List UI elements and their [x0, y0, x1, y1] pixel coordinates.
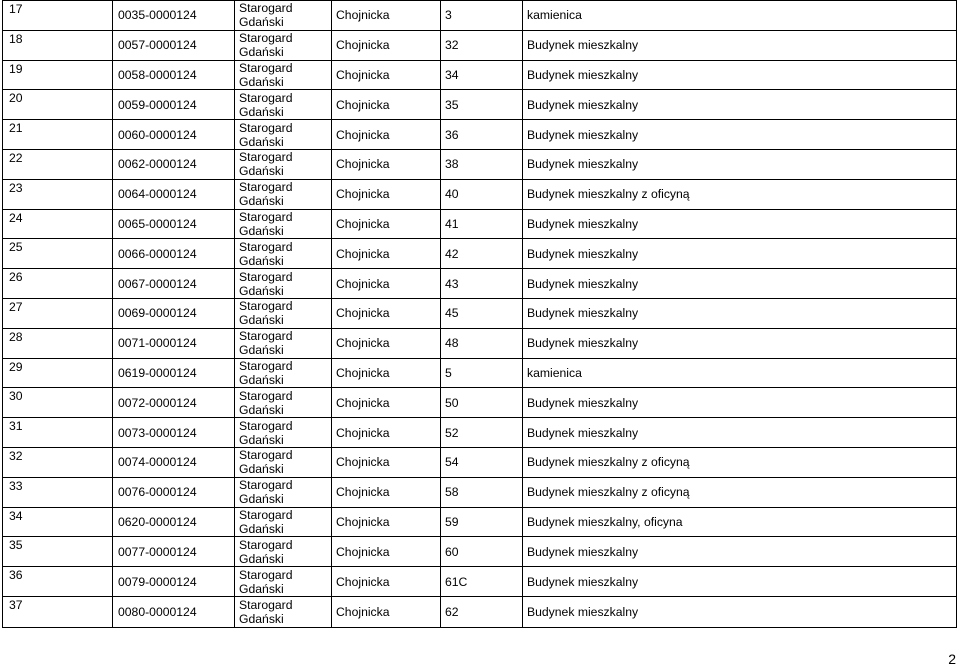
table-row	[3, 447, 957, 477]
table-row	[3, 388, 957, 418]
street-name: Chojnicka	[332, 388, 441, 418]
row-number: 32	[3, 447, 113, 477]
city-line-2: Gdański	[239, 372, 284, 387]
register-code: 0074-0000124	[113, 447, 235, 477]
register-code: 0060-0000124	[113, 120, 235, 150]
house-number: 32	[441, 30, 523, 60]
city-line-1: Starogard	[239, 60, 293, 75]
building-type: Budynek mieszkalny	[523, 596, 957, 627]
table-row	[3, 358, 957, 388]
table-row	[3, 418, 957, 448]
table-row	[3, 179, 957, 209]
house-number: 48	[441, 328, 523, 358]
city-cell	[235, 60, 332, 90]
row-number: 22	[3, 149, 113, 179]
street-name: Chojnicka	[332, 269, 441, 299]
city-line-2: Gdański	[239, 253, 284, 268]
city-line-2: Gdański	[239, 45, 284, 60]
city-cell	[235, 537, 332, 567]
city-line-1: Starogard	[239, 269, 293, 284]
table-row	[3, 239, 957, 269]
house-number: 59	[441, 507, 523, 537]
row-number: 20	[3, 90, 113, 120]
building-type: Budynek mieszkalny	[523, 60, 957, 90]
city-line-2: Gdański	[239, 194, 284, 209]
house-number: 34	[441, 60, 523, 90]
table-row	[3, 567, 957, 597]
city-cell	[235, 209, 332, 239]
row-number: 33	[3, 477, 113, 507]
city-line-2: Gdański	[239, 492, 284, 507]
row-number: 30	[3, 388, 113, 418]
city-line-1: Starogard	[239, 448, 293, 463]
row-number: 19	[3, 60, 113, 90]
city-line-1: Starogard	[239, 507, 293, 522]
city-line-1: Starogard	[239, 418, 293, 433]
table-row	[3, 507, 957, 537]
building-type: Budynek mieszkalny	[523, 239, 957, 269]
building-type: Budynek mieszkalny	[523, 567, 957, 597]
house-number: 5	[441, 358, 523, 388]
register-table	[2, 0, 957, 628]
city-line-1: Starogard	[239, 329, 293, 344]
city-cell	[235, 1, 332, 31]
house-number: 50	[441, 388, 523, 418]
house-number: 41	[441, 209, 523, 239]
house-number: 43	[441, 269, 523, 299]
house-number: 38	[441, 149, 523, 179]
page-number: 2	[948, 651, 956, 667]
street-name: Chojnicka	[332, 209, 441, 239]
table-row	[3, 537, 957, 567]
city-line-2: Gdański	[239, 432, 284, 447]
city-line-2: Gdański	[239, 611, 284, 626]
house-number: 36	[441, 120, 523, 150]
city-cell	[235, 269, 332, 299]
row-number: 24	[3, 209, 113, 239]
city-line-2: Gdański	[239, 164, 284, 179]
city-cell	[235, 239, 332, 269]
register-code: 0076-0000124	[113, 477, 235, 507]
register-code: 0620-0000124	[113, 507, 235, 537]
building-type: Budynek mieszkalny	[523, 328, 957, 358]
register-code: 0062-0000124	[113, 149, 235, 179]
street-name: Chojnicka	[332, 447, 441, 477]
table-row	[3, 1, 957, 31]
house-number: 40	[441, 179, 523, 209]
house-number: 61C	[441, 567, 523, 597]
city-cell	[235, 90, 332, 120]
city-line-2: Gdański	[239, 551, 284, 566]
city-line-1: Starogard	[239, 478, 293, 493]
city-cell	[235, 507, 332, 537]
register-code: 0058-0000124	[113, 60, 235, 90]
city-cell	[235, 179, 332, 209]
table-row	[3, 120, 957, 150]
city-cell	[235, 120, 332, 150]
city-line-2: Gdański	[239, 283, 284, 298]
building-type: Budynek mieszkalny	[523, 209, 957, 239]
register-code: 0059-0000124	[113, 90, 235, 120]
building-type: Budynek mieszkalny	[523, 418, 957, 448]
city-line-2: Gdański	[239, 521, 284, 536]
row-number: 35	[3, 537, 113, 567]
house-number: 52	[441, 418, 523, 448]
city-line-2: Gdański	[239, 223, 284, 238]
street-name: Chojnicka	[332, 179, 441, 209]
street-name: Chojnicka	[332, 537, 441, 567]
table-row	[3, 477, 957, 507]
city-line-1: Starogard	[239, 239, 293, 254]
table-row	[3, 298, 957, 328]
house-number: 62	[441, 596, 523, 627]
register-code: 0069-0000124	[113, 298, 235, 328]
register-code: 0064-0000124	[113, 179, 235, 209]
street-name: Chojnicka	[332, 60, 441, 90]
row-number: 36	[3, 567, 113, 597]
table-row	[3, 328, 957, 358]
street-name: Chojnicka	[332, 567, 441, 597]
city-cell	[235, 596, 332, 627]
city-line-2: Gdański	[239, 74, 284, 89]
building-type: Budynek mieszkalny	[523, 388, 957, 418]
street-name: Chojnicka	[332, 418, 441, 448]
city-line-1: Starogard	[239, 537, 293, 552]
city-cell	[235, 358, 332, 388]
city-cell	[235, 30, 332, 60]
street-name: Chojnicka	[332, 90, 441, 120]
building-type: Budynek mieszkalny	[523, 90, 957, 120]
city-line-1: Starogard	[239, 90, 293, 105]
city-line-2: Gdański	[239, 462, 284, 477]
city-line-1: Starogard	[239, 299, 293, 314]
register-code: 0079-0000124	[113, 567, 235, 597]
street-name: Chojnicka	[332, 1, 441, 31]
city-line-1: Starogard	[239, 31, 293, 46]
register-table-body	[3, 1, 957, 628]
row-number: 17	[3, 1, 113, 31]
register-code: 0619-0000124	[113, 358, 235, 388]
street-name: Chojnicka	[332, 149, 441, 179]
building-type: Budynek mieszkalny	[523, 298, 957, 328]
city-line-2: Gdański	[239, 104, 284, 119]
register-code: 0073-0000124	[113, 418, 235, 448]
city-line-1: Starogard	[239, 150, 293, 165]
street-name: Chojnicka	[332, 328, 441, 358]
house-number: 35	[441, 90, 523, 120]
row-number: 29	[3, 358, 113, 388]
city-line-2: Gdański	[239, 402, 284, 417]
register-code: 0035-0000124	[113, 1, 235, 31]
city-line-2: Gdański	[239, 343, 284, 358]
city-line-2: Gdański	[239, 134, 284, 149]
city-cell	[235, 149, 332, 179]
street-name: Chojnicka	[332, 120, 441, 150]
register-code: 0057-0000124	[113, 30, 235, 60]
house-number: 54	[441, 447, 523, 477]
street-name: Chojnicka	[332, 239, 441, 269]
city-cell	[235, 328, 332, 358]
house-number: 3	[441, 1, 523, 31]
building-type: Budynek mieszkalny	[523, 537, 957, 567]
building-type: Budynek mieszkalny, oficyna	[523, 507, 957, 537]
street-name: Chojnicka	[332, 298, 441, 328]
table-row	[3, 149, 957, 179]
street-name: Chojnicka	[332, 30, 441, 60]
register-code: 0071-0000124	[113, 328, 235, 358]
city-line-1: Starogard	[239, 597, 293, 612]
table-row	[3, 269, 957, 299]
table-row	[3, 596, 957, 627]
street-name: Chojnicka	[332, 358, 441, 388]
row-number: 21	[3, 120, 113, 150]
city-line-2: Gdański	[239, 15, 284, 30]
house-number: 58	[441, 477, 523, 507]
street-name: Chojnicka	[332, 596, 441, 627]
register-code: 0065-0000124	[113, 209, 235, 239]
city-cell	[235, 388, 332, 418]
city-cell	[235, 418, 332, 448]
city-line-2: Gdański	[239, 581, 284, 596]
house-number: 60	[441, 537, 523, 567]
city-line-1: Starogard	[239, 567, 293, 582]
register-code: 0077-0000124	[113, 537, 235, 567]
table-row	[3, 30, 957, 60]
register-code: 0072-0000124	[113, 388, 235, 418]
city-line-1: Starogard	[239, 388, 293, 403]
building-type: Budynek mieszkalny z oficyną	[523, 179, 957, 209]
street-name: Chojnicka	[332, 507, 441, 537]
row-number: 23	[3, 179, 113, 209]
table-row	[3, 90, 957, 120]
building-type: Budynek mieszkalny	[523, 149, 957, 179]
house-number: 42	[441, 239, 523, 269]
building-type: Budynek mieszkalny	[523, 120, 957, 150]
city-line-2: Gdański	[239, 313, 284, 328]
street-name: Chojnicka	[332, 477, 441, 507]
row-number: 27	[3, 298, 113, 328]
register-code: 0080-0000124	[113, 596, 235, 627]
row-number: 25	[3, 239, 113, 269]
city-cell	[235, 567, 332, 597]
row-number: 28	[3, 328, 113, 358]
city-line-1: Starogard	[239, 358, 293, 373]
building-type: kamienica	[523, 358, 957, 388]
city-cell	[235, 298, 332, 328]
table-row	[3, 60, 957, 90]
row-number: 18	[3, 30, 113, 60]
city-line-1: Starogard	[239, 120, 293, 135]
building-type: Budynek mieszkalny z oficyną	[523, 447, 957, 477]
row-number: 31	[3, 418, 113, 448]
building-type: Budynek mieszkalny	[523, 269, 957, 299]
register-code: 0067-0000124	[113, 269, 235, 299]
building-type: Budynek mieszkalny	[523, 30, 957, 60]
city-cell	[235, 477, 332, 507]
city-line-1: Starogard	[239, 209, 293, 224]
city-cell	[235, 447, 332, 477]
house-number: 45	[441, 298, 523, 328]
table-row	[3, 209, 957, 239]
row-number: 26	[3, 269, 113, 299]
building-type: Budynek mieszkalny z oficyną	[523, 477, 957, 507]
row-number: 37	[3, 596, 113, 627]
register-code: 0066-0000124	[113, 239, 235, 269]
building-type: kamienica	[523, 1, 957, 31]
row-number: 34	[3, 507, 113, 537]
city-line-1: Starogard	[239, 1, 293, 16]
city-line-1: Starogard	[239, 180, 293, 195]
